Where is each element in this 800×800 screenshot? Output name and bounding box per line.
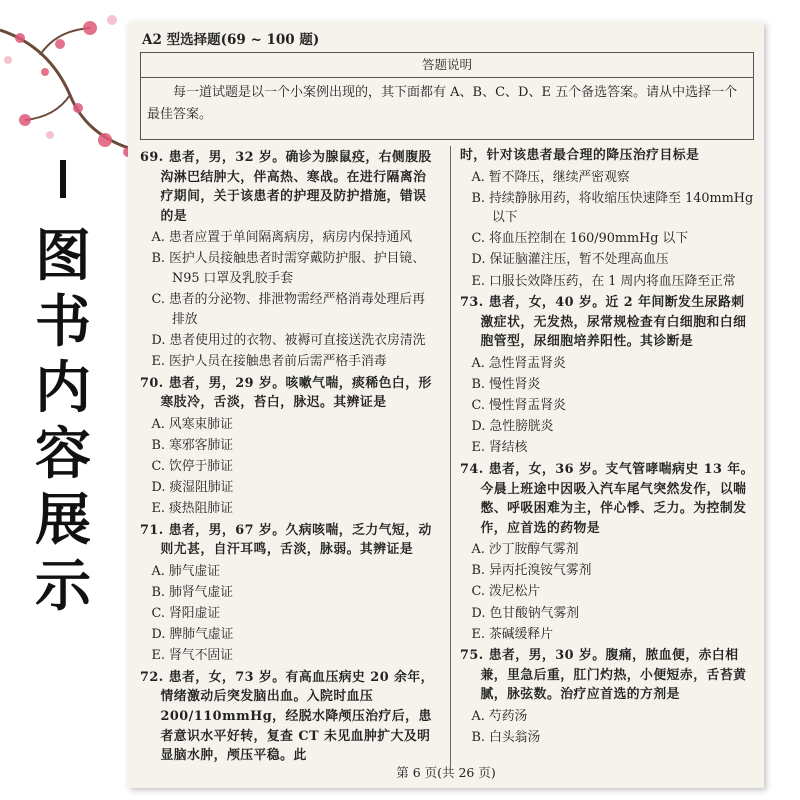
side-title-char: 图 [35, 224, 91, 289]
option: A. 暂不降压，继续严密观察 [471, 169, 630, 185]
side-title-bar [60, 160, 66, 198]
option: B. 慢性肾炎 [471, 377, 541, 393]
option: E. 医护人员在接触患者前后需严格手消毒 [151, 353, 387, 369]
option: E. 肾气不固证 [151, 648, 233, 664]
option: C. 患者的分泌物、排泄物需经严格消毒处理后再排放 [151, 292, 425, 327]
side-title-char: 内 [35, 356, 91, 421]
option: A. 芍药汤 [471, 709, 528, 725]
question-stem-continued: 时，针对该患者最合理的降压治疗目标是 [460, 148, 700, 163]
side-title-char: 示 [35, 554, 91, 619]
option: C. 泼尼松片 [471, 584, 541, 600]
left-column [140, 146, 436, 768]
option: C. 慢性肾盂肾炎 [471, 398, 566, 414]
question-stem: 70. 患者，男，29 岁。咳嗽气喘，痰稀色白，形寒肢冷，舌淡，苔白，脉迟。其辨证是 [140, 375, 432, 411]
option: C. 将血压控制在 160/90mmHg 以下 [471, 231, 689, 247]
option: E. 肾结核 [471, 440, 528, 456]
option: D. 脾肺气虚证 [151, 627, 234, 643]
book-page [128, 22, 764, 788]
side-title-char: 容 [35, 422, 91, 487]
question-stem: 74. 患者，女，36 岁。支气管哮喘病史 13 年。今晨上班途中因吸入汽车尾气突然发作，以喘憋、呼吸困难为主，伴心悸、乏力。为控制发作，应首选的药物是 [460, 461, 754, 536]
option: A. 急性肾盂肾炎 [471, 355, 566, 371]
question-stem: 75. 患者，男，30 岁。腹痛，脓血便，赤白相兼，里急后重，肛门灼热，小便短赤，舌苔黄腻，脉弦数。治疗应首选的方剂是 [460, 648, 747, 703]
column-divider [450, 146, 451, 766]
option: D. 保证脑灌注压，暂不处理高血压 [471, 252, 669, 268]
option: C. 饮停于肺证 [151, 458, 233, 474]
question-stem: 72. 患者，女，73 岁。有高血压病史 20 余年，情绪激动后突发脑出血。入院时血压 200/110mmHg，经脱水降颅压治疗后，患者意识水平好转，复查 CT 未见血肿扩大及明显脑水肿，颅压平稳。此 [140, 669, 434, 764]
side-title-char: 书 [35, 290, 91, 355]
option: A. 肺气虚证 [151, 563, 221, 579]
option: B. 异丙托溴铵气雾剂 [471, 563, 592, 579]
option: D. 痰湿阻肺证 [151, 480, 234, 495]
option: B. 白头翁汤 [471, 730, 541, 746]
question-stem: 71. 患者，男，67 岁。久病咳喘，乏力气短，动则尤甚，自汗耳鸣，舌淡，脉弱。其辨证是 [140, 522, 432, 558]
right-column [460, 146, 756, 749]
question-stem: 73. 患者，女，40 岁。近 2 年间断发生尿路刺激症状，无发热，尿常规检查有白细胞和白细胞管型，尿细胞培养阳性。其诊断是 [460, 295, 747, 350]
answer-instructions-heading: 答题说明 [141, 53, 753, 78]
option: A. 沙丁胺醇气雾剂 [471, 542, 579, 558]
answer-instructions-box [140, 52, 754, 140]
option: B. 医护人员接触患者时需穿戴防护服、护目镜、N95 口罩及乳胶手套 [151, 251, 426, 287]
option: B. 肺肾气虚证 [151, 584, 234, 600]
option: B. 寒邪客肺证 [151, 437, 234, 453]
section-title: A2 型选择题(69 ~ 100 题) [142, 32, 320, 48]
option: A. 风寒束肺证 [151, 416, 233, 432]
option: E. 痰热阻肺证 [151, 501, 233, 517]
option: D. 患者使用过的衣物、被褥可直接送洗衣房清洗 [151, 332, 426, 348]
option: C. 肾阳虚证 [151, 606, 221, 622]
question-stem: 69. 患者，男，32 岁。确诊为腺鼠疫，右侧腹股沟淋巴结肿大，伴高热、寒战。在进行隔离治疗期间，关于该患者的护理及防护措施，错误的是 [140, 150, 432, 224]
option: E. 口服长效降压药，在 1 周内将血压降至正常 [471, 273, 736, 289]
page-footer: 第 6 页(共 26 页) [396, 765, 496, 780]
option: E. 茶碱缓释片 [471, 626, 553, 642]
plum-blossom-decoration [0, 0, 140, 170]
option: D. 急性膀胱炎 [471, 419, 554, 435]
side-title-char: 展 [35, 488, 91, 553]
option: A. 患者应置于单间隔离病房，病房内保持通风 [151, 230, 413, 246]
option: D. 色甘酸钠气雾剂 [471, 605, 580, 621]
answer-instructions-text: 每一道试题是以一个小案例出现的，其下面都有 A、B、C、D、E 五个备选答案。请从中选择一个最佳答案。 [147, 85, 738, 122]
option: B. 持续静脉用药，将收缩压快速降至 140mmHg 以下 [471, 190, 754, 226]
side-title [28, 160, 98, 620]
